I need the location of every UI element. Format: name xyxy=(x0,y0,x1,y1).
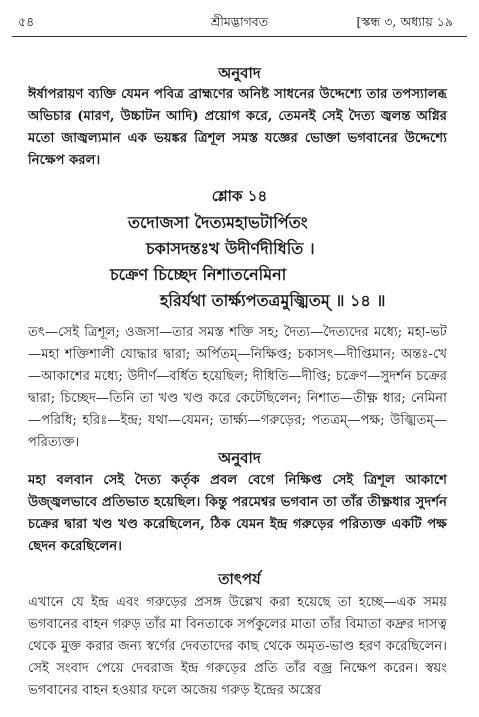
verse-line: চক্রেণ চিচ্ছেদ নিশাতনেমিনা xyxy=(110,265,287,284)
translation-text: মহা বলবান সেই দৈত্য কর্তৃক প্রবল বেগে নিক্ষিপ্ত সেই ত্রিশূল আকাশে উজ্জ্বলভাবে প্রতিভাত হয়েছিল। কিন্তু পরমেশ্বর ভগবান তা তাঁর তীক্ষ্ণধার সুদর্শন চক্রের দ্বারা খণ্ড খণ্ড করেছিলেন, ঠিক যেমন ইন্দ্র গরুড়ের পরিত্যক্ত একটি পক্ষ ছেদন করেছিলেন। xyxy=(28,473,447,554)
translation-text: ঈর্ষাপরায়ণ ব্যক্তি যেমন পবিত্র ব্রাহ্মণের অনিষ্ট সাধনের উদ্দেশ্যে তার তপস্যালব্ধ অভিচার (মারণ, উচ্চাটন আদি) প্রয়োগ করে, তেমনই সেই দৈত্য জ্বলন্ত অগ্নির মতো জাজ্বল্যমান এক ভয়ঙ্কর ত্রিশূল সমস্ত যজ্ঞের ভোক্তা ভগবানের উদ্দেশ্যে নিক্ষেপ করল। xyxy=(28,87,447,168)
page-number: ৫৪ xyxy=(18,14,35,29)
purport-text: এখানে যে ইন্দ্র এবং গরুড়ের প্রসঙ্গ উল্লেখ করা হয়েছে তা হচ্ছে—এক সময় ভগবানের বাহন গরুড় তাঁর মা বিনতাকে সর্পকুলের মাতা তাঁর বিমাতা কদ্রুর দাসত্ব থেকে মুক্ত করার জন্য স্বর্গের দেবতাদের কাছ থেকে অমৃত-ভাণ্ড হরণ করেছিলেন। সেই সংবাদ পেয়ে দেবরাজ ইন্দ্র গরুড়ের প্রতি তাঁর বজ্র নিক্ষেপ করেন। স্বয়ং ভগবানের বাহন হওয়ার ফলে অজেয় গরুড় ইন্দ্রের অস্ত্রের xyxy=(28,595,447,698)
book-title: শ্রীমদ্ভাগবত xyxy=(210,14,269,29)
purport-heading: তাৎপর্য xyxy=(218,570,261,588)
synonyms-text: তৎ—সেই ত্রিশূল; ওজসা—তার সমস্ত শক্তি সহ; দৈত্য—দৈত্যদের মধ্যে; মহা-ভট—মহা শক্তিশালী যোদ্ধার দ্বারা; অর্পিতম্—নিক্ষিপ্ত; চকাসৎ—দীপ্তিমান; অন্তঃ-খে—আকাশের মধ্যে; উদীর্ণ—বর্ধিত হয়েছিল; দীধিতি—দীপ্তি; চক্রেণ—সুদর্শন চক্রের দ্বারা; চিচ্ছেদ—তিনি তা খণ্ড খণ্ড করে কেটেছিলেন; নিশাত—তীক্ষ্ণ ধার; নেমিনা—পরিধি; হরিঃ—ইন্দ্র; যথা—যেমন; তার্ক্ষ্য—গরুড়ের; পতত্রম্—পক্ষ; উজ্ঝিতম্—পরিত্যক্ত। xyxy=(28,325,447,450)
translation-heading: অনুবাদ xyxy=(218,449,261,467)
page-header xyxy=(12,12,467,34)
verse-line: চকাসদন্তঃখ উদীর্ণদীধিতি । xyxy=(146,239,315,258)
section-reference: [স্কন্ধ ৩, অধ্যায় ১৯ xyxy=(356,14,453,29)
verse-heading: শ্লোক ১৪ xyxy=(211,187,268,205)
translation-heading: অনুবাদ xyxy=(218,64,261,82)
verse-line: তদোজসা দৈত্যমহাভটার্পিতং xyxy=(128,213,308,232)
verse-line: হরির্যথা তার্ক্ষ্যপতত্রমুজ্ঝিতম্‌ ॥ ১৪ ॥ xyxy=(160,291,386,310)
header-rule xyxy=(12,36,467,37)
